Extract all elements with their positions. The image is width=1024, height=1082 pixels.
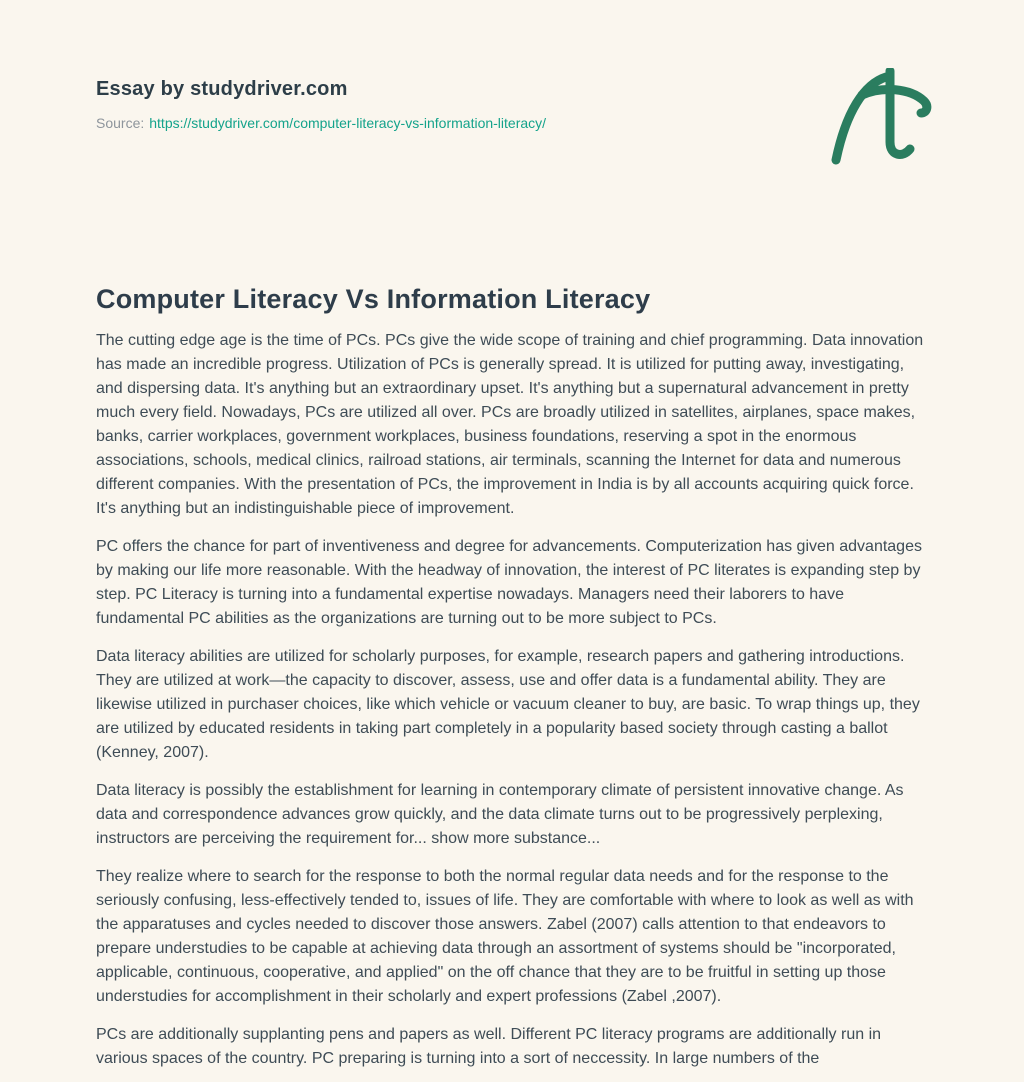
source-line [96,115,546,131]
header-text-block [96,78,546,131]
paragraph-5: They realize where to search for the response to both the normal regular data needs and for the response to the seriously confusing, less-effectively tended to, issues of life. They are comfortable with where to look as well as with the apparatuses and cycles needed to discover those answers. Zabel (2007) calls attention to that endeavors to prepare understudies to be capable at achieving data through an assortment of systems should be "incorporated, applicable, continuous, cooperative, and applied" on the off chance that they are to be fruitful in setting up those understudies for accomplishment in their scholarly and expert professions (Zabel ,2007). [96,868,914,1005]
paragraph-6: PCs are additionally supplanting pens and papers as well. Different PC literacy programs are additionally run in various spaces of the country. PC preparing is turning into a sort of neccessity. In large numbers of the [96,1026,882,1067]
paragraph-3: Data literacy abilities are utilized for scholarly purposes, for example, research papers and gathering introductions. They are utilized at work—the capacity to discover, assess, use and offer data is a fundamental ability. They are likewise utilized in purchaser choices, like which vehicle or vacuum cleaner to buy, are basic. To wrap things up, they are utilized by educated residents in taking part completely in a popularity based society through casting a ballot (Kenney, 2007). [96,648,920,761]
studydriver-logo-icon [824,68,934,168]
essay-title: Computer Literacy Vs Information Literacy [96,284,651,314]
source-label: Source: [96,115,145,131]
document-header [96,78,928,168]
source-link[interactable]: https://studydriver.com/computer-literacy-vs-information-literacy/ [149,115,547,131]
paragraph-4: Data literacy is possibly the establishment for learning in contemporary climate of persistent innovative change. As data and correspondence advances grow quickly, and the data climate turns out to be progressively perplexing, instructors are perceiving the requirement for... show more substance... [96,782,904,847]
paragraph-2: PC offers the chance for part of inventiveness and degree for advancements. Computerization has given advantages by making our life more reasonable. With the headway of innovation, the interest of PC literates is expanding step by step. PC Literacy is turning into a fundamental expertise nowadays. Managers need their laborers to have fundamental PC abilities as the organizations are turning out to be more subject to PCs. [96,538,922,627]
essay-body [96,329,928,1071]
paragraph-1: The cutting edge age is the time of PCs. PCs give the wide scope of training and chief programming. Data innovation has made an incredible progress. Utilization of PCs is generally spread. It is utilized for putting away, investigating, and dispersing data. It's anything but an extraordinary upset. It's anything but a supernatural advancement in pretty much every field. Nowadays, PCs are utilized all over. PCs are broadly utilized in satellites, airplanes, space makes, banks, carrier workplaces, government workplaces, business foundations, reserving a spot in the enormous associations, schools, medical clinics, railroad stations, air terminals, scanning the Internet for data and numerous different companies. With the presentation of PCs, the improvement in India is by all accounts acquiring quick force. It's anything but an indistinguishable piece of improvement. [96,332,924,517]
byline: Essay by studydriver.com [96,78,348,100]
